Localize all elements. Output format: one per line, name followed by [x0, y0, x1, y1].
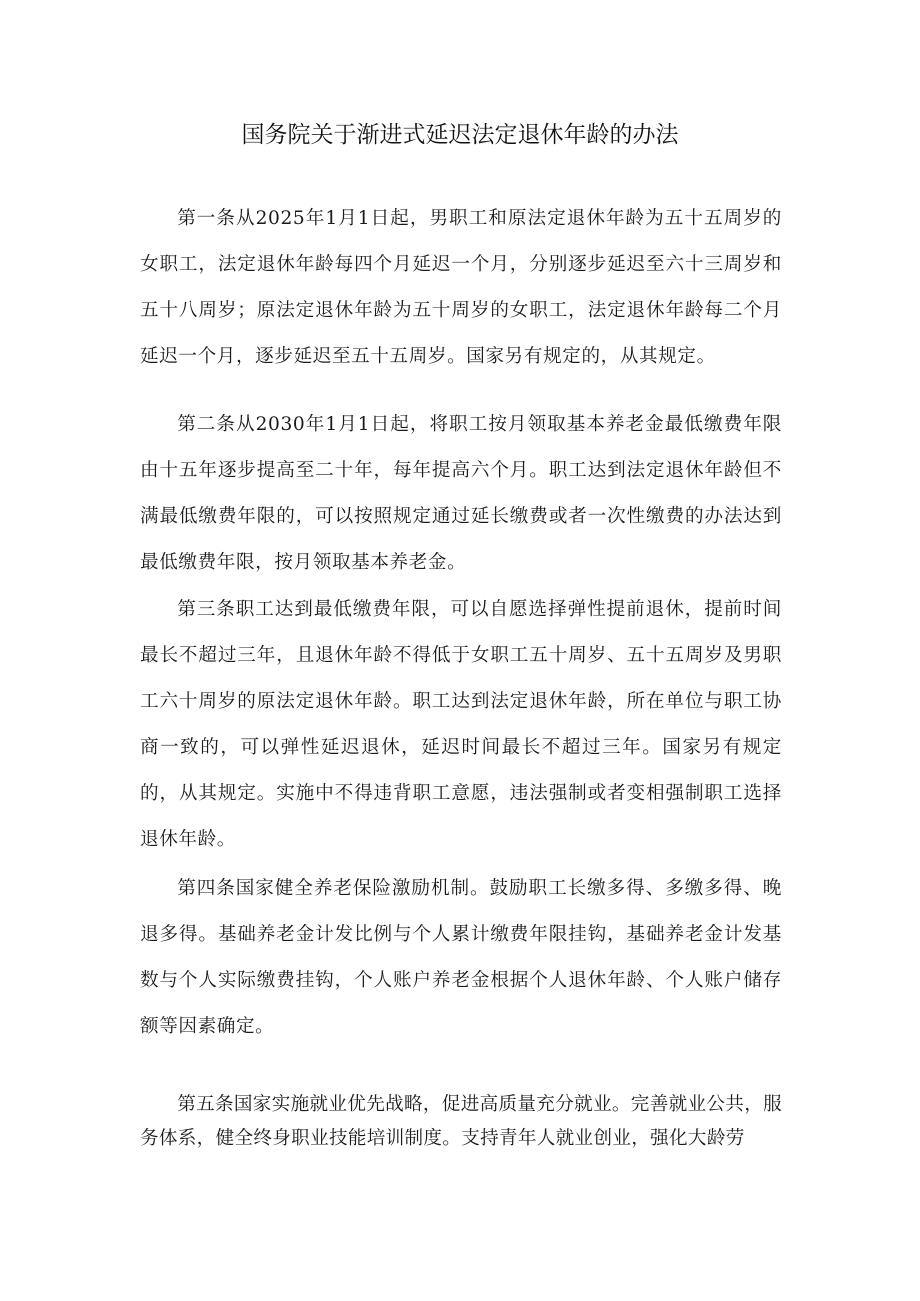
article-1: 第一条从2025年1月1日起，男职工和原法定退休年龄为五十五周岁的女职工，法定退休年龄每四个月延迟一个月，分别逐步延迟至六十三周岁和五十八周岁；原法定退休年龄为五十周岁的女职工，法定退休年龄每二个月延迟一个月，逐步延迟至五十五周岁。国家另有规定的，从其规定。 [140, 208, 782, 367]
article-3: 第三条职工达到最低缴费年限，可以自愿选择弹性提前退休，提前时间最长不超过三年，且退休年龄不得低于女职工五十周岁、五十五周岁及男职工六十周岁的原法定退休年龄。职工达到法定退休年龄，所在单位与职工协商一致的，可以弹性延迟退休，延迟时间最长不超过三年。国家另有规定的，从其规定。实施中不得违背职工意愿，违法强制或者变相强制职工选择退休年龄。 [140, 599, 782, 850]
document-title: 国务院关于渐进式延迟法定退休年龄的办法 [241, 122, 679, 148]
article-5: 第五条国家实施就业优先战略，促进高质量充分就业。完善就业公共，服务体系，健全终身职业技能培训制度。支持青年人就业创业，强化大龄劳 [140, 1094, 782, 1149]
article-2: 第二条从2030年1月1日起，将职工按月领取基本养老金最低缴费年限由十五年逐步提高至二十年，每年提高六个月。职工达到法定退休年龄但不满最低缴费年限的，可以按照规定通过延长缴费或者一次性缴费的办法达到最低缴费年限，按月领取基本养老金。 [140, 414, 782, 573]
article-4: 第四条国家健全养老保险激励机制。鼓励职工长缴多得、多缴多得、晚退多得。基础养老金计发比例与个人累计缴费年限挂钩，基础养老金计发基数与个人实际缴费挂钩，个人账户养老金根据个人退休年龄、个人账户储存额等因素确定。 [140, 878, 782, 1037]
